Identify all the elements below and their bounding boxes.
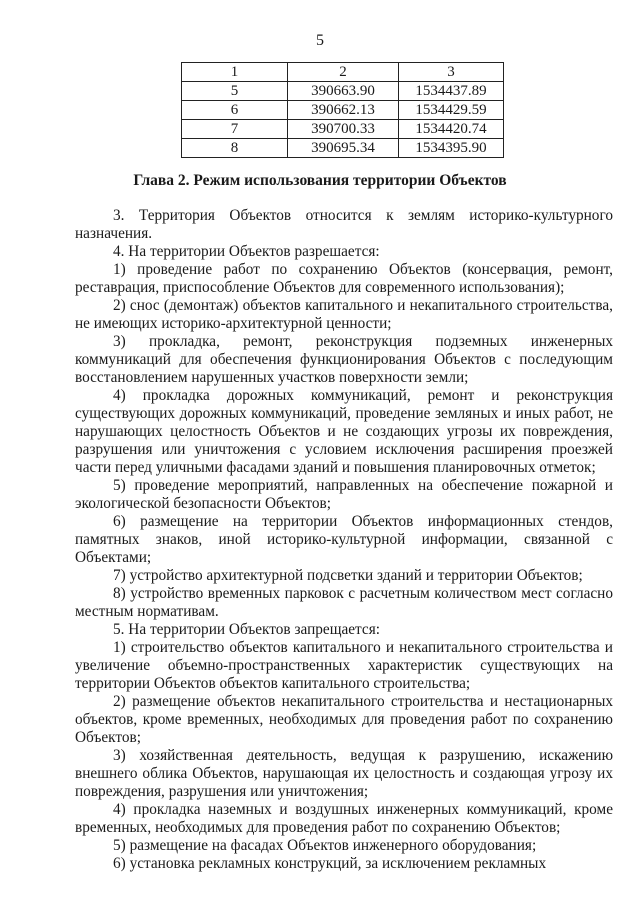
paragraph: 5. На территории Объектов запрещается: <box>113 621 381 638</box>
list-item: 6) установка рекламных конструкций, за исключением рекламных <box>113 855 547 872</box>
x-coordinate-cell: 390695.34 <box>288 139 399 158</box>
list-item: 4) прокладка наземных и воздушных инженерных коммуникаций, кроме временных, необходимых для проведения работ по сохранению Объектов; <box>75 801 613 836</box>
y-coordinate-cell: 1534437.89 <box>399 82 504 101</box>
list-item: 7) устройство архитектурной подсветки зданий и территории Объектов; <box>113 567 583 584</box>
point-number-cell: 5 <box>182 82 288 101</box>
table-header-cell: 1 <box>182 63 288 82</box>
list-item: 2) размещение объектов некапитального строительства и нестационарных объектов, кроме временных, необходимых для проведения работ по сохранению Объектов; <box>75 693 613 746</box>
list-item: 6) размещение на территории Объектов информационных стендов, памятных знаков, иной историко-культурной информации, связанной с Объектами; <box>75 513 613 566</box>
list-item: 5) размещение на фасадах Объектов инженерного оборудования; <box>113 837 537 854</box>
x-coordinate-cell: 390700.33 <box>288 120 399 139</box>
y-coordinate-cell: 1534429.59 <box>399 101 504 120</box>
list-item: 4) прокладка дорожных коммуникаций, ремонт и реконструкция существующих дорожных коммуникаций, проведение земляных и иных работ, не нарушающих целостность Объектов и не создающих угрозы их повреждения, разрушения или уничтожения с условием исключения расширения проезжей части перед уличными фасадами зданий и повышения планировочных отметок; <box>75 387 613 476</box>
list-item: 1) строительство объектов капитального и некапитального строительства и увеличение объемно-пространственных характеристик существующих на территории Объектов объектов капитального строительства; <box>75 639 613 692</box>
table-row <box>182 82 504 101</box>
list-item: 1) проведение работ по сохранению Объектов (консервация, ремонт, реставрация, приспособление Объектов для современного использования); <box>75 261 613 296</box>
table-header-cell: 2 <box>288 63 399 82</box>
point-number-cell: 7 <box>182 120 288 139</box>
chapter-title: Глава 2. Режим использования территории Объектов <box>133 172 507 189</box>
table-row <box>182 120 504 139</box>
page-number: 5 <box>316 32 324 49</box>
list-item: 3) хозяйственная деятельность, ведущая к разрушению, искажению внешнего облика Объектов, нарушающая их целостность и создающая угрозу их повреждения, разрушения или уничтожения; <box>75 747 613 800</box>
document-body <box>75 207 613 873</box>
x-coordinate-cell: 390663.90 <box>288 82 399 101</box>
point-number-cell: 6 <box>182 101 288 120</box>
x-coordinate-cell: 390662.13 <box>288 101 399 120</box>
point-number-cell: 8 <box>182 139 288 158</box>
coordinates-table <box>181 62 504 158</box>
list-item: 8) устройство временных парковок с расчетным количеством мест согласно местным нормативам. <box>75 585 613 620</box>
list-item: 2) снос (демонтаж) объектов капитального и некапитального строительства, не имеющих историко-архитектурной ценности; <box>75 297 613 332</box>
y-coordinate-cell: 1534420.74 <box>399 120 504 139</box>
paragraph: 4. На территории Объектов разрешается: <box>113 243 380 260</box>
list-item: 3) прокладка, ремонт, реконструкция подземных инженерных коммуникаций для обеспечения функционирования Объектов с последующим восстановлением нарушенных участков поверхности земли; <box>75 333 613 386</box>
y-coordinate-cell: 1534395.90 <box>399 139 504 158</box>
paragraph: 3. Территория Объектов относится к землям историко-культурного назначения. <box>75 207 613 242</box>
table-row <box>182 101 504 120</box>
table-header-cell: 3 <box>399 63 504 82</box>
table-header-row <box>182 63 504 82</box>
list-item: 5) проведение мероприятий, направленных на обеспечение пожарной и экологической безопасности Объектов; <box>75 477 613 512</box>
table-row <box>182 139 504 158</box>
